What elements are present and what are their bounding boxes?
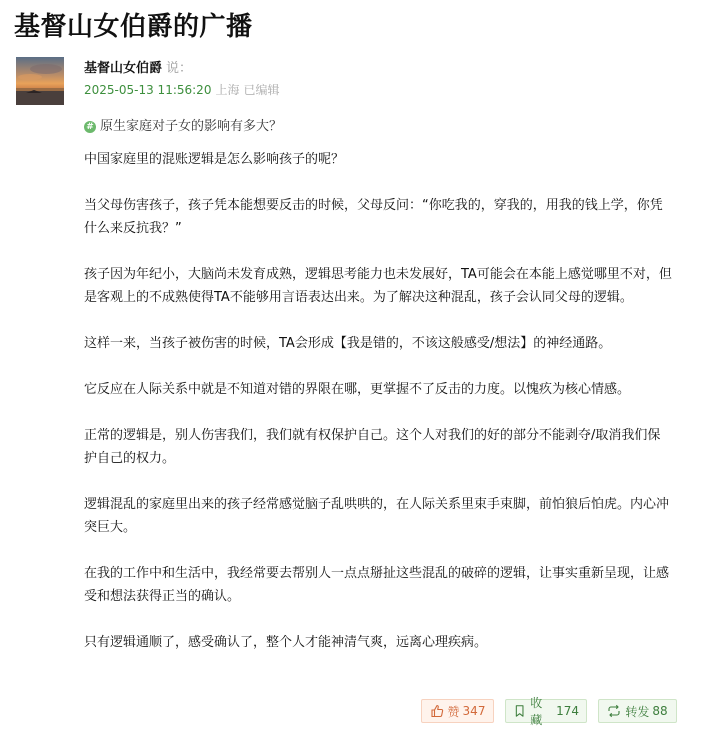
author-line (84, 60, 192, 78)
favorite-button[interactable] (505, 696, 587, 727)
paragraph: 它反应在人际关系中就是不知道对错的界限在哪，更掌握不了反击的力度。以愧疚为核心情感。 (84, 382, 631, 397)
location-label: 上海 (215, 83, 240, 97)
paragraph: 孩子因为年纪小，大脑尚未发育成熟，逻辑思考能力也未发展好，TA可能会在本能上感觉哪里不对，但是客观上的不成熟使得TA不能够用言语表达出来。为了解决这种混乱，孩子会认同父母的逻辑。 (84, 267, 672, 305)
post-content (84, 148, 672, 677)
like-count: 347 (462, 704, 486, 718)
paragraph: 逻辑混乱的家庭里出来的孩子经常感觉脑子乱哄哄的，在人际关系里束手束脚，前怕狼后怕虎。内心冲突巨大。 (84, 497, 670, 535)
avatar[interactable] (16, 57, 64, 105)
hashtag-icon: # (84, 121, 96, 133)
timestamp-link[interactable]: 2025-05-13 11:56:20 (84, 83, 212, 97)
like-button[interactable] (421, 699, 494, 723)
bookmark-icon (513, 704, 526, 718)
repost-count: 88 (652, 704, 668, 718)
topic-line[interactable] (84, 118, 282, 136)
post-actions (421, 696, 677, 727)
repost-icon (607, 704, 621, 718)
author-name-link[interactable]: 基督山女伯爵 (84, 61, 163, 76)
like-label: 赞 (447, 704, 460, 719)
paragraph: 正常的逻辑是，别人伤害我们，我们就有权保护自己。这个人对我们的好的部分不能剥夺/取消我们保护自己的权力。 (84, 428, 661, 466)
topic-link[interactable]: 原生家庭对子女的影响有多大？ (100, 119, 283, 134)
says-label: 说： (166, 61, 193, 76)
post-meta (84, 82, 279, 98)
paragraph: 只有逻辑通顺了，感受确认了，整个人才能神清气爽，远离心理疾病。 (84, 635, 488, 650)
edited-label: 已编辑 (243, 83, 280, 97)
page-title: 基督山女伯爵的广播 (14, 12, 253, 42)
paragraph: 这样一来，当孩子被伤害的时候，TA会形成【我是错的，不该这般感受/想法】的神经通路。 (84, 336, 612, 351)
paragraph: 中国家庭里的混账逻辑是怎么影响孩子的呢？ (84, 152, 345, 167)
paragraph: 在我的工作中和生活中，我经常要去帮别人一点点掰扯这些混乱的破碎的逻辑，让事实重新呈现，让感受和想法获得正当的确认。 (84, 566, 670, 604)
repost-button[interactable] (598, 699, 677, 723)
favorite-count: 174 (556, 704, 579, 718)
paragraph: 当父母伤害孩子，孩子凭本能想要反击的时候，父母反问：“你吃我的，穿我的，用我的钱上学，你凭什么来反抗我？” (84, 198, 663, 236)
avatar-image (16, 57, 64, 105)
repost-label: 转发 (625, 704, 650, 719)
favorite-label: 收藏 (530, 696, 543, 727)
thumbs-up-icon (430, 704, 444, 718)
